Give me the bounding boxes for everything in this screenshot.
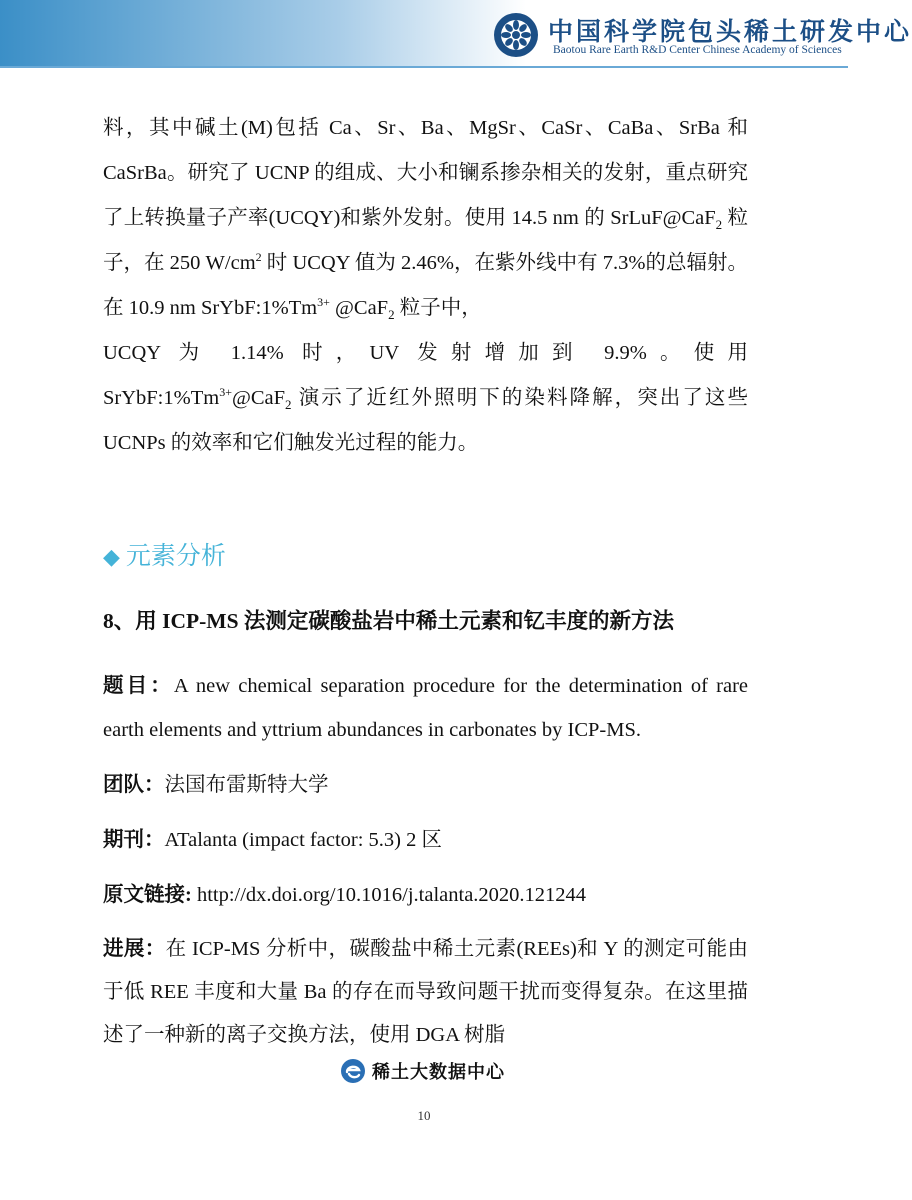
footer-brand [340,1058,505,1086]
intro-paragraph-2: UCQY 为 1.14% 时，UV 发射增加到 9.9%。使用 [103,342,748,364]
section-title: 元素分析 [125,541,226,570]
intro-paragraph-3 [103,376,748,466]
topic-value: A new chemical separation procedure for the determination of rare earth elements and yttrium abundances in carbonates by ICP-MS. [103,675,749,741]
big-data-logo-icon [340,1058,366,1084]
intro-text-h: 演示了近红外照明下的染料降解，突出了这些 UCNPs 的效率和它们触发光过程的能力。 [103,387,748,454]
intro-text-g: @CaF [231,387,286,409]
journal-value: ATalanta (impact factor: 5.3) 2 区 [164,829,442,851]
section-heading [103,536,226,572]
team-value: 法国布雷斯特大学 [164,774,329,796]
article-title: 8、用 ICP-MS 法测定碳酸盐岩中稀土元素和钇丰度的新方法 [103,609,674,633]
progress-label: 进展： [103,938,166,960]
doi-link[interactable]: http://dx.doi.org/10.1016/j.talanta.2020.121244 [191,884,587,906]
footer-brand-text: 稀土大数据中心 [372,1062,505,1083]
intro-text-e: 粒子中， [394,297,482,319]
article-topic [103,664,748,752]
superscript: 3+ [219,385,232,400]
intro-text-b: 粒子，在 250 W/cm [103,207,748,274]
intro-text-d: @CaF [329,297,389,319]
org-name-cn: 中国科学院包头稀土研发中心 [548,17,912,46]
journal-label: 期刊： [103,829,165,851]
subscript: 2 [285,397,292,413]
intro-paragraph-1 [103,106,748,331]
article-progress [103,928,748,1057]
progress-value: 在 ICP-MS 分析中，碳酸盐中稀土元素(REEs)和 Y 的测定可能由于低 REE 丰度和大量 Ba 的存在而导致问题干扰而变得复杂。在这里描述了一种新的离子交换方法，使用 DGA 树脂 [103,938,748,1046]
org-name-en: Baotou Rare Earth R&D Center Chinese Academy of Sciences [553,44,842,56]
team-label: 团队： [103,774,165,796]
header-divider [0,66,848,68]
topic-label: 题目： [103,675,174,697]
intro-text-a: 料，其中碱土(M)包括 Ca、Sr、Ba、MgSr、CaSr、CaBa、SrBa 和 CaSrBa。研究了 UCNP 的组成、大小和镧系掺杂相关的发射，重点研究了上转换量子产率(UCQY)和紫外发射。使用 14.5 nm 的 SrLuF@CaF [103,117,748,229]
diamond-bullet-icon: ◆ [103,545,120,570]
article-journal [103,818,748,862]
link-label: 原文链接: [103,884,192,906]
article-link [103,873,748,917]
intro-text-f: SrYbF:1%Tm [103,387,220,409]
intro-text-c: 时 UCQY 值为 2.46%，在紫外线中有 7.3%的总辐射。在 10.9 nm SrYbF:1%Tm [103,252,748,319]
article-team [103,763,748,807]
subscript: 2 [715,217,723,233]
superscript: 3+ [317,295,330,310]
intro-text [103,106,748,466]
subscript: 2 [388,307,395,323]
superscript: 2 [255,250,262,265]
cas-emblem-icon [492,11,540,59]
page-number: 10 [417,1108,431,1123]
